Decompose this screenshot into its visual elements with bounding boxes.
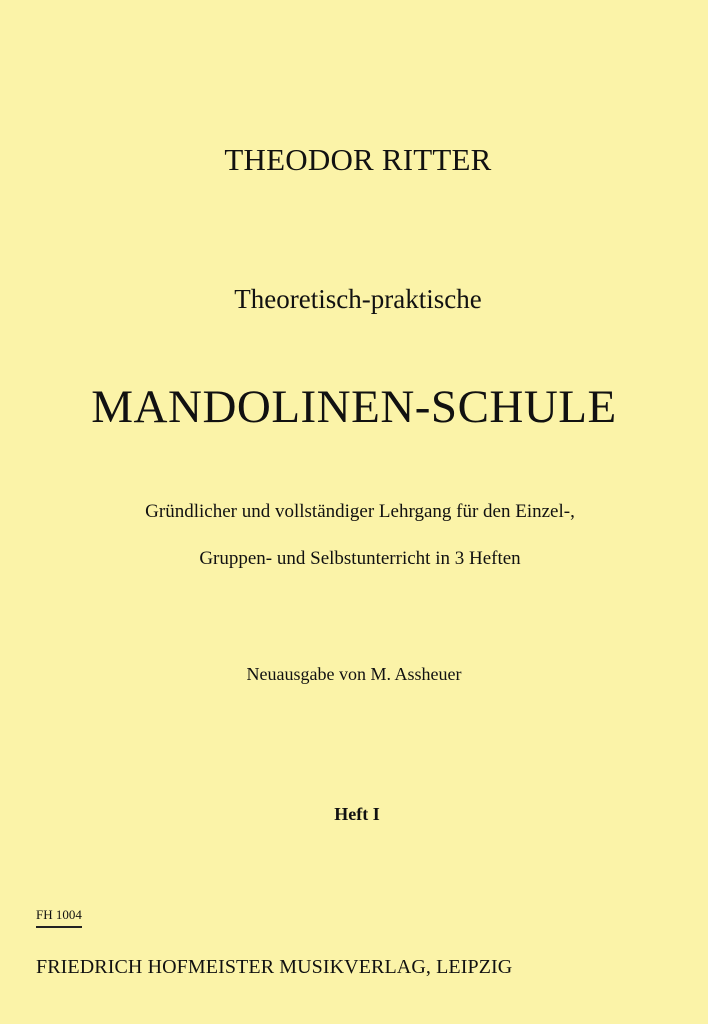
- publisher-imprint: FRIEDRICH HOFMEISTER MUSIKVERLAG, LEIPZIG: [36, 956, 513, 978]
- catalog-number: FH 1004: [36, 907, 82, 928]
- description-line-2: Gruppen- und Selbstunterricht in 3 Heften: [199, 548, 521, 569]
- composer-name: THEODOR RITTER: [224, 142, 492, 177]
- volume-label: Heft I: [334, 804, 380, 824]
- editor-credit: Neuausgabe von M. Assheuer: [246, 664, 462, 684]
- title-prefix: Theoretisch-praktische: [234, 284, 482, 314]
- description-line-1: Gründlicher und vollständiger Lehrgang für den Einzel-,: [145, 501, 575, 522]
- main-title: MANDOLINEN-SCHULE: [91, 381, 617, 433]
